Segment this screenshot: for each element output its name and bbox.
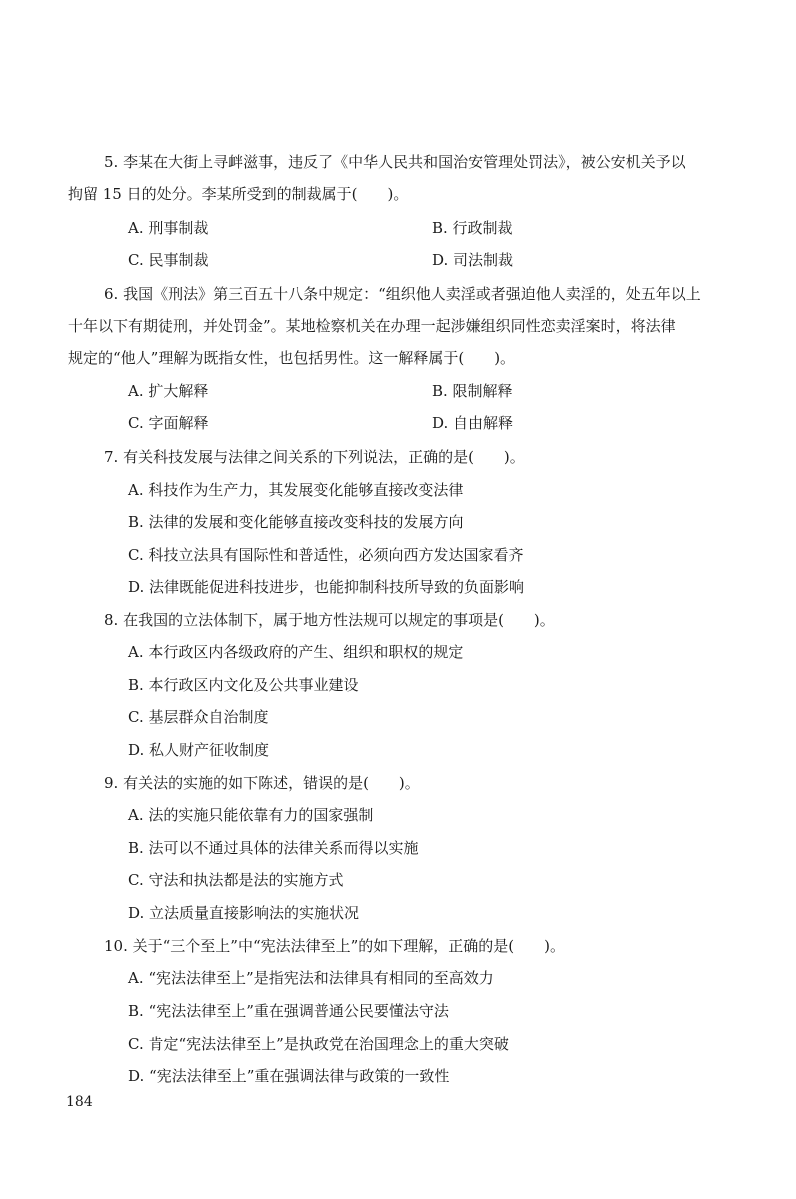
- q8-option-d: D. 私人财产征收制度: [128, 741, 270, 759]
- q10-option-b: B. “宪法法律至上”重在强调普通公民要懂法守法: [128, 1002, 449, 1020]
- q6-option-d: D. 自由解释: [432, 414, 514, 432]
- q10-option-d: D. “宪法法律至上”重在强调法律与政策的一致性: [128, 1067, 450, 1085]
- q5-option-c: C. 民事制裁: [128, 251, 209, 269]
- q9-stem: 9. 有关法的实施的如下陈述，错误的是( )。: [104, 774, 420, 792]
- q9-option-b: B. 法可以不通过具体的法律关系而得以实施: [128, 839, 419, 857]
- q6-stem-line-2: 十年以下有期徒刑，并处罚金”。某地检察机关在办理一起涉嫌组织同性恋卖淫案时，将法律: [68, 317, 676, 335]
- q5-option-a: A. 刑事制裁: [128, 219, 209, 237]
- q5-stem-line-2: 拘留 15 日的处分。李某所受到的制裁属于( )。: [68, 185, 409, 203]
- q8-stem: 8. 在我国的立法体制下，属于地方性法规可以规定的事项是( )。: [104, 611, 555, 629]
- q6-stem-line-3: 规定的“他人”理解为既指女性，也包括男性。这一解释属于( )。: [68, 349, 516, 367]
- q6-option-c: C. 字面解释: [128, 414, 209, 432]
- q8-option-b: B. 本行政区内文化及公共事业建设: [128, 676, 359, 694]
- q7-option-d: D. 法律既能促进科技进步，也能抑制科技所导致的负面影响: [128, 578, 525, 596]
- q9-option-c: C. 守法和执法都是法的实施方式: [128, 871, 344, 889]
- q10-option-a: A. “宪法法律至上”是指宪法和法律具有相同的至高效力: [128, 969, 494, 987]
- q8-option-a: A. 本行政区内各级政府的产生、组织和职权的规定: [128, 643, 464, 661]
- q6-option-a: A. 扩大解释: [128, 382, 209, 400]
- q5-option-b: B. 行政制裁: [432, 219, 513, 237]
- q7-stem: 7. 有关科技发展与法律之间关系的下列说法，正确的是( )。: [104, 448, 525, 466]
- q5-option-d: D. 司法制裁: [432, 251, 514, 269]
- q8-option-c: C. 基层群众自治制度: [128, 708, 269, 726]
- q10-option-c: C. 肯定“宪法法律至上”是执政党在治国理念上的重大突破: [128, 1035, 509, 1053]
- q6-stem-line-1: 6. 我国《刑法》第三百五十八条中规定：“组织他人卖淫或者强迫他人卖淫的，处五年以上: [104, 285, 701, 303]
- q6-option-b: B. 限制解释: [432, 382, 513, 400]
- q9-option-d: D. 立法质量直接影响法的实施状况: [128, 904, 360, 922]
- q10-stem: 10. 关于“三个至上”中“宪法法律至上”的如下理解，正确的是( )。: [104, 937, 566, 955]
- q7-option-c: C. 科技立法具有国际性和普适性，必须向西方发达国家看齐: [128, 546, 524, 564]
- q7-option-b: B. 法律的发展和变化能够直接改变科技的发展方向: [128, 513, 464, 531]
- q9-option-a: A. 法的实施只能依靠有力的国家强制: [128, 806, 374, 824]
- page-number: 184: [66, 1094, 93, 1110]
- q7-option-a: A. 科技作为生产力，其发展变化能够直接改变法律: [128, 481, 464, 499]
- q5-stem-line-1: 5. 李某在大街上寻衅滋事，违反了《中华人民共和国治安管理处罚法》，被公安机关予以: [104, 153, 686, 171]
